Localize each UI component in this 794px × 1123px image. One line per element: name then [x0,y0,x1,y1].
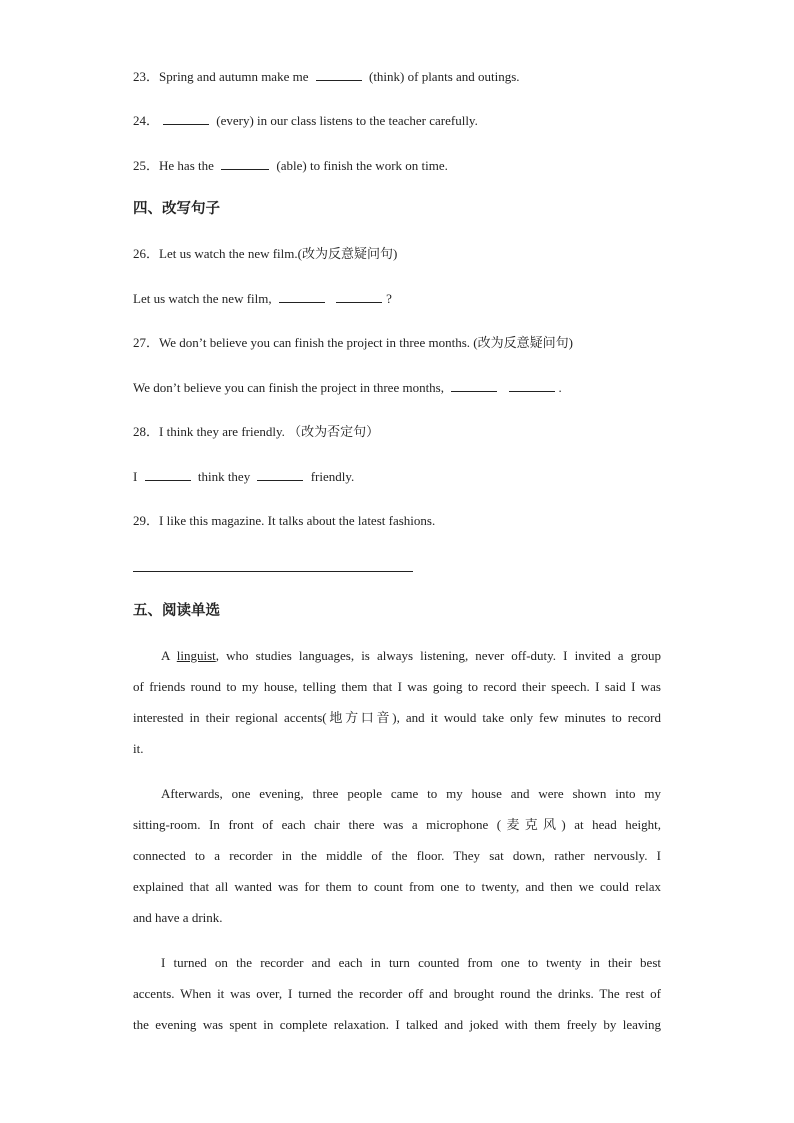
answer-blank[interactable] [336,290,382,303]
paragraph-line: accents. When it was over, I turned the recorder off and brought round the drinks. The rest of [133,986,661,1001]
answer-line[interactable] [133,571,413,572]
question-number: 28． [133,424,160,439]
answer-text: . [558,380,562,395]
question-number: 23． [133,69,160,84]
answer-text: friendly. [310,469,355,484]
paragraph-line: explained that all wanted was for them to count from one to twenty, and then we could relax [133,879,661,894]
answer-28 [133,468,354,485]
answer-text: We don’t believe you can finish the project in three months, [133,380,444,395]
question-text: Spring and autumn make me [159,69,309,84]
paragraph-line: sitting-room. In front of each chair there was a microphone (麦克风) at head height, [133,817,661,832]
answer-blank[interactable] [257,468,303,481]
question-number: 29． [133,513,160,528]
paragraph-line: I turned on the recorder and each in turn counted from one to twenty in their best [161,955,661,970]
question-text: Let us watch the new film.(改为反意疑问句) [159,246,398,261]
question-27 [133,335,573,351]
question-text: He has the [159,158,214,173]
question-23 [133,68,520,85]
answer-blank[interactable] [163,112,209,125]
answer-text: think they [197,469,251,484]
paragraph-line: connected to a recorder in the middle of the floor. They sat down, rather nervously. I [133,848,661,863]
paragraph-line: interested in their regional accents(地方口音), and it would take only few minutes to record [133,710,661,725]
answer-blank[interactable] [451,379,497,392]
question-28 [133,424,379,440]
answer-text: I [133,469,138,484]
passage-paragraph-1 [133,648,661,772]
answer-blank[interactable] [509,379,555,392]
answer-text: Let us watch the new film, [133,291,272,306]
question-text: (every) in our class listens to the teacher carefully. [216,113,478,128]
answer-blank[interactable] [316,68,362,81]
question-text: I like this magazine. It talks about the latest fashions. [159,513,436,528]
paragraph-line: it. [133,741,144,756]
section-heading-reading: 五、阅读单选 [133,603,220,619]
paragraph-line: the evening was spent in complete relaxation. I talked and joked with them freely by leaving [133,1017,661,1032]
underlined-word: linguist [176,648,216,663]
answer-blank[interactable] [145,468,191,481]
passage-paragraph-2 [133,786,661,941]
paragraph-line: Afterwards, one evening, three people came to my house and were shown into my [161,786,661,801]
question-number: 25． [133,158,160,173]
question-25 [133,157,448,174]
question-text: I think they are friendly. （改为否定句） [159,424,380,439]
answer-26 [133,290,392,307]
answer-text: ? [386,291,392,306]
question-24 [133,112,478,129]
passage-paragraph-3 [133,955,661,1048]
question-text: We don’t believe you can finish the project in three months. (改为反意疑问句) [159,335,573,350]
question-number: 27． [133,335,160,350]
paragraph-text: A [161,648,170,663]
answer-blank[interactable] [221,157,269,170]
question-29 [133,513,435,529]
paragraph-line: and have a drink. [133,910,223,925]
paragraph-text: , who studies languages, is always listening, never off-duty. I invited a group [215,648,662,663]
question-number: 24． [133,113,160,128]
question-text: (able) to finish the work on time. [276,158,448,173]
question-number: 26． [133,246,160,261]
answer-blank[interactable] [279,290,325,303]
question-26 [133,246,397,262]
answer-27 [133,379,562,396]
paragraph-line [133,648,661,664]
section-heading-rewrite: 四、改写句子 [133,201,220,217]
paragraph-line: of friends round to my house, telling them that I was going to record their speech. I said I was [133,679,661,694]
question-text: (think) of plants and outings. [368,69,520,84]
